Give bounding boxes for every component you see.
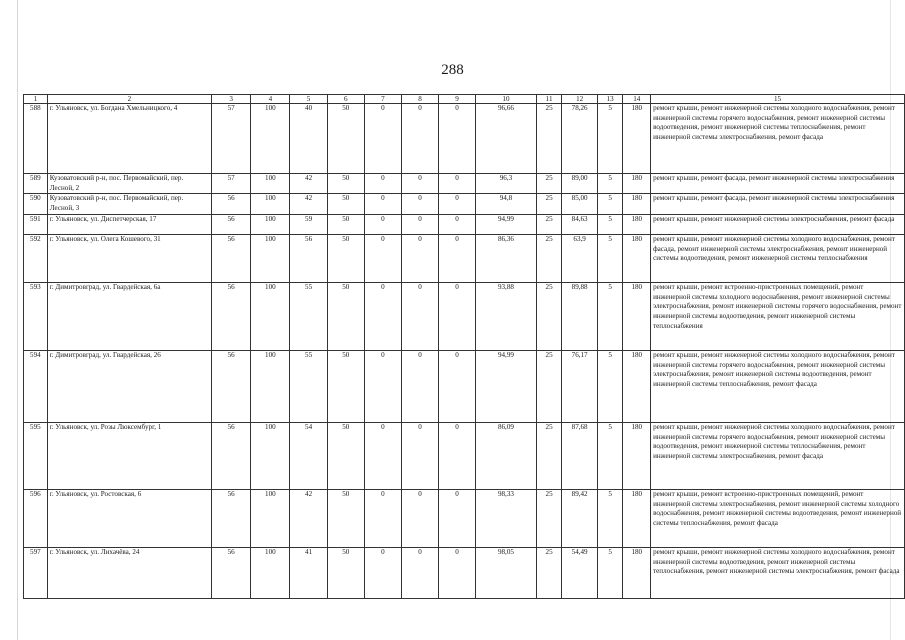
address-cell: г. Димитровград, ул. Гвардейская, 26 (47, 350, 211, 422)
col-4-cell: 100 (251, 489, 290, 547)
col-5-cell: 56 (290, 234, 327, 282)
col-11-cell: 25 (536, 174, 562, 194)
col-9-cell: 0 (439, 422, 476, 489)
table-row (24, 214, 905, 234)
col-11-cell: 25 (536, 282, 562, 350)
scan-edge-left (17, 0, 18, 640)
col-4-cell: 100 (251, 234, 290, 282)
col-13-cell: 5 (597, 104, 623, 174)
col-10-cell: 98,33 (476, 489, 537, 547)
col-8-cell: 0 (401, 489, 438, 547)
col-7-cell: 0 (364, 350, 401, 422)
col-9-cell: 0 (439, 194, 476, 214)
col-6-cell: 50 (327, 234, 364, 282)
col-12-cell: 85,00 (562, 194, 598, 214)
col-11-cell: 25 (536, 350, 562, 422)
col-7-cell: 0 (364, 194, 401, 214)
address-cell: г. Ульяновск, ул. Ростовская, 6 (47, 489, 211, 547)
col-13-cell: 5 (597, 194, 623, 214)
col-7-cell: 0 (364, 422, 401, 489)
col-5-cell: 42 (290, 194, 327, 214)
col-12-cell: 63,9 (562, 234, 598, 282)
col-14-cell: 180 (623, 282, 651, 350)
col-14-cell: 180 (623, 104, 651, 174)
col-6-cell: 50 (327, 174, 364, 194)
table-row (24, 422, 905, 489)
col-12-cell: 89,88 (562, 282, 598, 350)
header-cell: 12 (562, 95, 598, 104)
col-3-cell: 56 (212, 214, 251, 234)
col-13-cell: 5 (597, 422, 623, 489)
col-13-cell: 5 (597, 350, 623, 422)
col-4-cell: 100 (251, 214, 290, 234)
works-list-cell: ремонт крыши, ремонт инженерной системы электроснабжения, ремонт фасада (651, 214, 905, 234)
table-row (24, 350, 905, 422)
header-cell: 6 (327, 95, 364, 104)
header-cell: 4 (251, 95, 290, 104)
col-9-cell: 0 (439, 234, 476, 282)
col-10-cell: 96,66 (476, 104, 537, 174)
works-list-cell: ремонт крыши, ремонт фасада, ремонт инженерной системы электроснабжения (651, 174, 905, 194)
col-5-cell: 54 (290, 422, 327, 489)
col-3-cell: 56 (212, 234, 251, 282)
col-9-cell: 0 (439, 547, 476, 598)
col-7-cell: 0 (364, 104, 401, 174)
works-list-cell: ремонт крыши, ремонт встроенно-пристроенных помещений, ремонт инженерной системы электроснабжения, ремонт инженерной системы холодного водоснабжения, ремонт инженерной системы водоотведения, ремонт инженерной системы теплоснабжения, ремонт фасада (651, 489, 905, 547)
col-8-cell: 0 (401, 214, 438, 234)
col-9-cell: 0 (439, 489, 476, 547)
col-5-cell: 59 (290, 214, 327, 234)
table-row (24, 194, 905, 214)
address-cell: г. Ульяновск, ул. Диспетчерская, 17 (47, 214, 211, 234)
row-number-cell: 594 (24, 350, 48, 422)
header-cell: 3 (212, 95, 251, 104)
col-10-cell: 94,8 (476, 194, 537, 214)
col-4-cell: 100 (251, 350, 290, 422)
row-number-cell: 589 (24, 174, 48, 194)
col-13-cell: 5 (597, 214, 623, 234)
col-8-cell: 0 (401, 194, 438, 214)
col-3-cell: 56 (212, 547, 251, 598)
col-12-cell: 84,63 (562, 214, 598, 234)
col-3-cell: 56 (212, 489, 251, 547)
col-13-cell: 5 (597, 547, 623, 598)
col-14-cell: 180 (623, 174, 651, 194)
col-11-cell: 25 (536, 214, 562, 234)
col-4-cell: 100 (251, 547, 290, 598)
col-5-cell: 41 (290, 547, 327, 598)
col-5-cell: 55 (290, 282, 327, 350)
address-cell: г. Ульяновск, ул. Розы Люксембург, 1 (47, 422, 211, 489)
header-cell: 13 (597, 95, 623, 104)
col-10-cell: 96,3 (476, 174, 537, 194)
col-13-cell: 5 (597, 234, 623, 282)
row-number-cell: 596 (24, 489, 48, 547)
col-11-cell: 25 (536, 547, 562, 598)
col-7-cell: 0 (364, 282, 401, 350)
col-6-cell: 50 (327, 214, 364, 234)
col-6-cell: 50 (327, 104, 364, 174)
works-list-cell: ремонт крыши, ремонт инженерной системы холодного водоснабжения, ремонт инженерной системы горячего водоснабжения, ремонт инженерной системы электроснабжения, ремонт инженерной системы водоотведения, ремонт инженерной системы теплоснабжения, ремонт фасада (651, 350, 905, 422)
header-cell: 7 (364, 95, 401, 104)
row-number-cell: 588 (24, 104, 48, 174)
header-cell: 14 (623, 95, 651, 104)
row-number-cell: 595 (24, 422, 48, 489)
col-9-cell: 0 (439, 174, 476, 194)
works-list-cell: ремонт крыши, ремонт инженерной системы холодного водоснабжения, ремонт инженерной системы водоотведения, ремонт инженерной системы теплоснабжения, ремонт инженерной системы электроснабжения, ремонт фасада (651, 547, 905, 598)
header-cell: 10 (476, 95, 537, 104)
col-4-cell: 100 (251, 104, 290, 174)
repair-register-table (23, 94, 905, 599)
header-cell: 1 (24, 95, 48, 104)
col-6-cell: 50 (327, 282, 364, 350)
col-8-cell: 0 (401, 422, 438, 489)
header-row (24, 95, 905, 104)
col-3-cell: 56 (212, 350, 251, 422)
address-cell: г. Ульяновск, ул. Богдана Хмельницкого, 4 (47, 104, 211, 174)
table-row (24, 234, 905, 282)
works-list-cell: ремонт крыши, ремонт инженерной системы холодного водоснабжения, ремонт фасада, ремонт инженерной системы электроснабжения, ремонт инженерной системы водоотведения, ремонт инженерной системы теплоснабжения (651, 234, 905, 282)
col-13-cell: 5 (597, 174, 623, 194)
col-13-cell: 5 (597, 282, 623, 350)
header-cell: 5 (290, 95, 327, 104)
col-6-cell: 50 (327, 422, 364, 489)
page-number: 288 (441, 62, 464, 78)
col-10-cell: 98,05 (476, 547, 537, 598)
col-11-cell: 25 (536, 194, 562, 214)
col-7-cell: 0 (364, 547, 401, 598)
col-5-cell: 42 (290, 489, 327, 547)
col-4-cell: 100 (251, 174, 290, 194)
col-6-cell: 50 (327, 194, 364, 214)
col-14-cell: 180 (623, 489, 651, 547)
col-8-cell: 0 (401, 234, 438, 282)
table-row (24, 489, 905, 547)
col-12-cell: 89,00 (562, 174, 598, 194)
row-number-cell: 591 (24, 214, 48, 234)
row-number-cell: 593 (24, 282, 48, 350)
col-7-cell: 0 (364, 174, 401, 194)
col-8-cell: 0 (401, 547, 438, 598)
col-4-cell: 100 (251, 194, 290, 214)
col-11-cell: 25 (536, 489, 562, 547)
header-cell: 8 (401, 95, 438, 104)
col-9-cell: 0 (439, 214, 476, 234)
address-cell: г. Димитровград, ул. Гвардейская, 6а (47, 282, 211, 350)
col-4-cell: 100 (251, 282, 290, 350)
header-cell: 9 (439, 95, 476, 104)
col-12-cell: 76,17 (562, 350, 598, 422)
col-5-cell: 42 (290, 174, 327, 194)
address-cell: г. Ульяновск, ул. Олега Кошевого, 31 (47, 234, 211, 282)
col-10-cell: 86,36 (476, 234, 537, 282)
row-number-cell: 597 (24, 547, 48, 598)
header-cell: 15 (651, 95, 905, 104)
col-14-cell: 180 (623, 547, 651, 598)
works-list-cell: ремонт крыши, ремонт инженерной системы холодного водоснабжения, ремонт инженерной системы горячего водоснабжения, ремонт инженерной системы водоотведения, ремонт инженерной системы теплоснабжения, ремонт инженерной системы электроснабжения, ремонт фасада (651, 422, 905, 489)
col-9-cell: 0 (439, 350, 476, 422)
header-cell: 11 (536, 95, 562, 104)
col-14-cell: 180 (623, 214, 651, 234)
col-11-cell: 25 (536, 234, 562, 282)
col-11-cell: 25 (536, 104, 562, 174)
col-14-cell: 180 (623, 422, 651, 489)
table-row (24, 104, 905, 174)
col-7-cell: 0 (364, 489, 401, 547)
col-8-cell: 0 (401, 104, 438, 174)
col-7-cell: 0 (364, 234, 401, 282)
col-5-cell: 40 (290, 104, 327, 174)
row-number-cell: 592 (24, 234, 48, 282)
col-3-cell: 56 (212, 282, 251, 350)
col-13-cell: 5 (597, 489, 623, 547)
col-3-cell: 56 (212, 194, 251, 214)
col-8-cell: 0 (401, 282, 438, 350)
col-3-cell: 57 (212, 104, 251, 174)
col-10-cell: 94,99 (476, 350, 537, 422)
col-4-cell: 100 (251, 422, 290, 489)
col-11-cell: 25 (536, 422, 562, 489)
col-12-cell: 87,68 (562, 422, 598, 489)
col-12-cell: 54,49 (562, 547, 598, 598)
col-10-cell: 94,99 (476, 214, 537, 234)
col-7-cell: 0 (364, 214, 401, 234)
col-8-cell: 0 (401, 174, 438, 194)
address-cell: г. Ульяновск, ул. Лихачёва, 24 (47, 547, 211, 598)
row-number-cell: 590 (24, 194, 48, 214)
col-6-cell: 50 (327, 350, 364, 422)
col-5-cell: 55 (290, 350, 327, 422)
col-9-cell: 0 (439, 104, 476, 174)
table-row (24, 174, 905, 194)
col-3-cell: 57 (212, 174, 251, 194)
col-10-cell: 86,09 (476, 422, 537, 489)
col-14-cell: 180 (623, 194, 651, 214)
col-14-cell: 180 (623, 234, 651, 282)
col-10-cell: 93,88 (476, 282, 537, 350)
col-14-cell: 180 (623, 350, 651, 422)
works-list-cell: ремонт крыши, ремонт фасада, ремонт инженерной системы электроснабжения (651, 194, 905, 214)
col-6-cell: 50 (327, 547, 364, 598)
address-cell: Кузоватовский р-н, пос. Первомайский, пер. Лесной, 2 (47, 174, 211, 194)
works-list-cell: ремонт крыши, ремонт встроенно-пристроенных помещений, ремонт инженерной системы холодного водоснабжения, ремонт инженерной системы электроснабжения, ремонт инженерной системы горячего водоснабжения, ремонт инженерной системы водоотведения, ремонт инженерной системы теплоснабжения (651, 282, 905, 350)
table-row (24, 547, 905, 598)
table-row (24, 282, 905, 350)
col-6-cell: 50 (327, 489, 364, 547)
works-list-cell: ремонт крыши, ремонт инженерной системы холодного водоснабжения, ремонт инженерной системы горячего водоснабжения, ремонт инженерной системы водоотведения, ремонт инженерной системы теплоснабжения, ремонт инженерной системы электроснабжения, ремонт фасада (651, 104, 905, 174)
col-8-cell: 0 (401, 350, 438, 422)
address-cell: Кузоватовский р-н, пос. Первомайский, пер. Лесной, 3 (47, 194, 211, 214)
col-9-cell: 0 (439, 282, 476, 350)
col-12-cell: 89,42 (562, 489, 598, 547)
col-3-cell: 56 (212, 422, 251, 489)
header-cell: 2 (47, 95, 211, 104)
col-12-cell: 78,26 (562, 104, 598, 174)
